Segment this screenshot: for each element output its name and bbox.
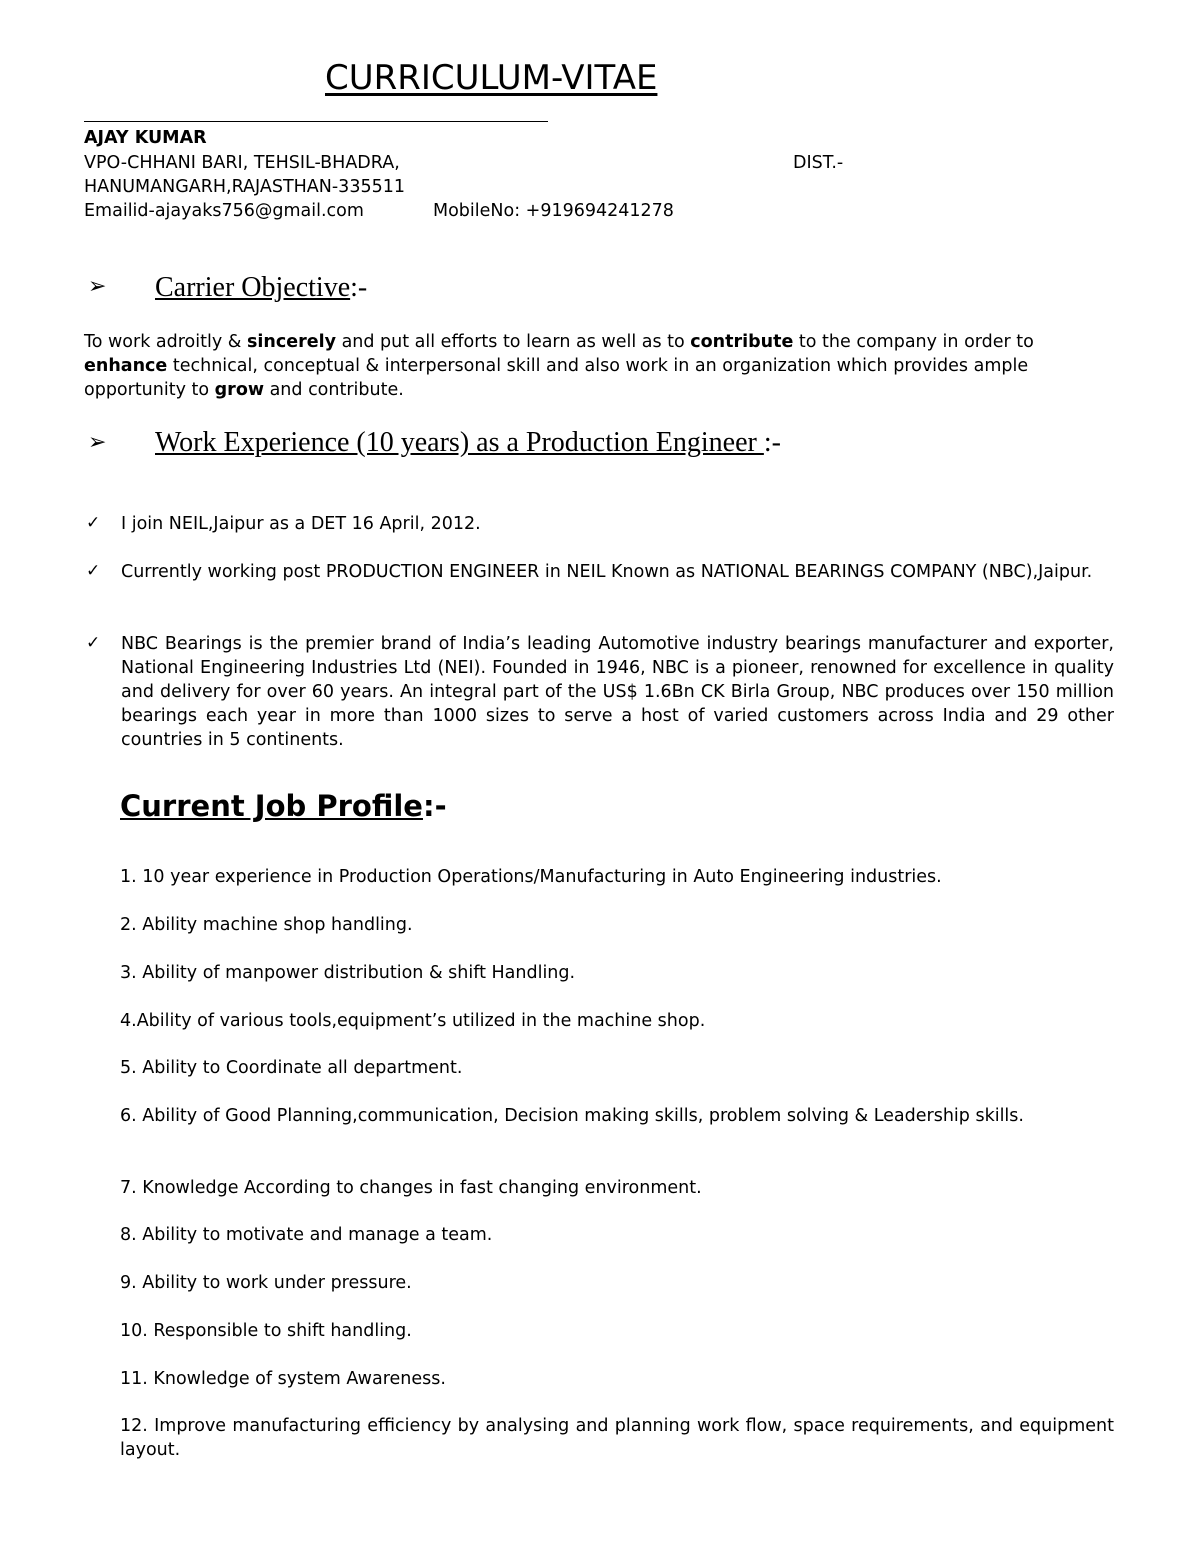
work-item: I join NEIL,Jaipur as a DET 16 April, 2012. — [121, 514, 481, 534]
objective-heading-text: Carrier Objective — [155, 272, 351, 303]
objective-text: To work adroitly & — [84, 332, 247, 352]
email-text: Emailid-ajayaks756@gmail.com — [84, 201, 364, 221]
check-icon: ✓ — [86, 513, 101, 533]
objective-text: and contribute. — [264, 380, 404, 400]
objective-heading-suffix: :- — [350, 272, 368, 303]
objective-paragraph — [84, 330, 1084, 402]
candidate-name: AJAY KUMAR — [84, 128, 207, 148]
objective-emphasis: grow — [214, 380, 265, 400]
job-profile-item: 4.Ability of various tools,equipment’s utilized in the machine shop. — [120, 1011, 706, 1031]
address-line1: VPO-CHHANI BARI, TEHSIL-BHADRA, — [84, 153, 400, 173]
check-icon: ✓ — [86, 633, 101, 653]
work-heading-suffix: :- — [763, 427, 781, 458]
job-profile-heading-text: Current Job Profile — [120, 789, 423, 823]
job-profile-item: 10. Responsible to shift handling. — [120, 1321, 412, 1341]
arrow-bullet-icon: ➢ — [88, 274, 107, 299]
work-heading-text: Work Experience (10 years) as a Production Engineer — [155, 427, 764, 458]
document-title: CURRICULUM-VITAE — [325, 58, 658, 98]
job-profile-item: 11. Knowledge of system Awareness. — [120, 1369, 446, 1389]
objective-text: to the company in order to — [793, 332, 1034, 352]
objective-text: technical, conceptual & interpersonal skill and also work in an organization which provides ample opportunity to — [84, 356, 1029, 400]
job-profile-item: 7. Knowledge According to changes in fast changing environment. — [120, 1178, 702, 1198]
job-profile-item: 8. Ability to motivate and manage a team. — [120, 1225, 493, 1245]
job-profile-item: 1. 10 year experience in Production Operations/Manufacturing in Auto Engineering industries. — [120, 867, 942, 887]
address-dist: DIST.- — [793, 153, 844, 173]
arrow-bullet-icon: ➢ — [88, 430, 107, 455]
job-profile-item: 5. Ability to Coordinate all department. — [120, 1058, 463, 1078]
work-item: Currently working post PRODUCTION ENGINEER in NEIL Known as NATIONAL BEARINGS COMPANY (NBC),Jaipur. — [121, 562, 1093, 582]
work-experience-heading — [155, 427, 781, 459]
job-profile-item: 6. Ability of Good Planning,communication, Decision making skills, problem solving & Leadership skills. — [120, 1106, 1024, 1126]
job-profile-item: 3. Ability of manpower distribution & shift Handling. — [120, 963, 576, 983]
objective-emphasis: enhance — [84, 356, 168, 376]
job-profile-heading-suffix: :- — [422, 789, 447, 823]
objective-emphasis: contribute — [690, 332, 794, 352]
job-profile-item: 12. Improve manufacturing efficiency by analysing and planning work flow, space requirements, and equipment layout. — [120, 1416, 1114, 1460]
objective-heading — [155, 272, 367, 304]
job-profile-item: 2. Ability machine shop handling. — [120, 915, 413, 935]
objective-text: and put all efforts to learn as well as to — [336, 332, 691, 352]
job-profile-item: 9. Ability to work under pressure. — [120, 1273, 412, 1293]
mobile-text: MobileNo: +919694241278 — [433, 201, 674, 221]
address-line2: HANUMANGARH,RAJASTHAN-335511 — [84, 177, 405, 197]
objective-emphasis: sincerely — [246, 332, 336, 352]
title-rule — [84, 121, 548, 122]
work-item: NBC Bearings is the premier brand of India’s leading Automotive industry bearings manufacturer and exporter, National Engineering Industries Ltd (NEI). Founded in 1946, NBC is a pioneer, renowned for excellence in quality and delivery for over 60 years. An integral part of the US$ 1.6Bn CK Birla Group, NBC produces over 150 million bearings each year in more than 1000 sizes to serve a host of varied customers across India and 29 other countries in 5 continents. — [121, 634, 1114, 750]
job-profile-heading — [120, 789, 447, 823]
check-icon: ✓ — [86, 561, 101, 581]
